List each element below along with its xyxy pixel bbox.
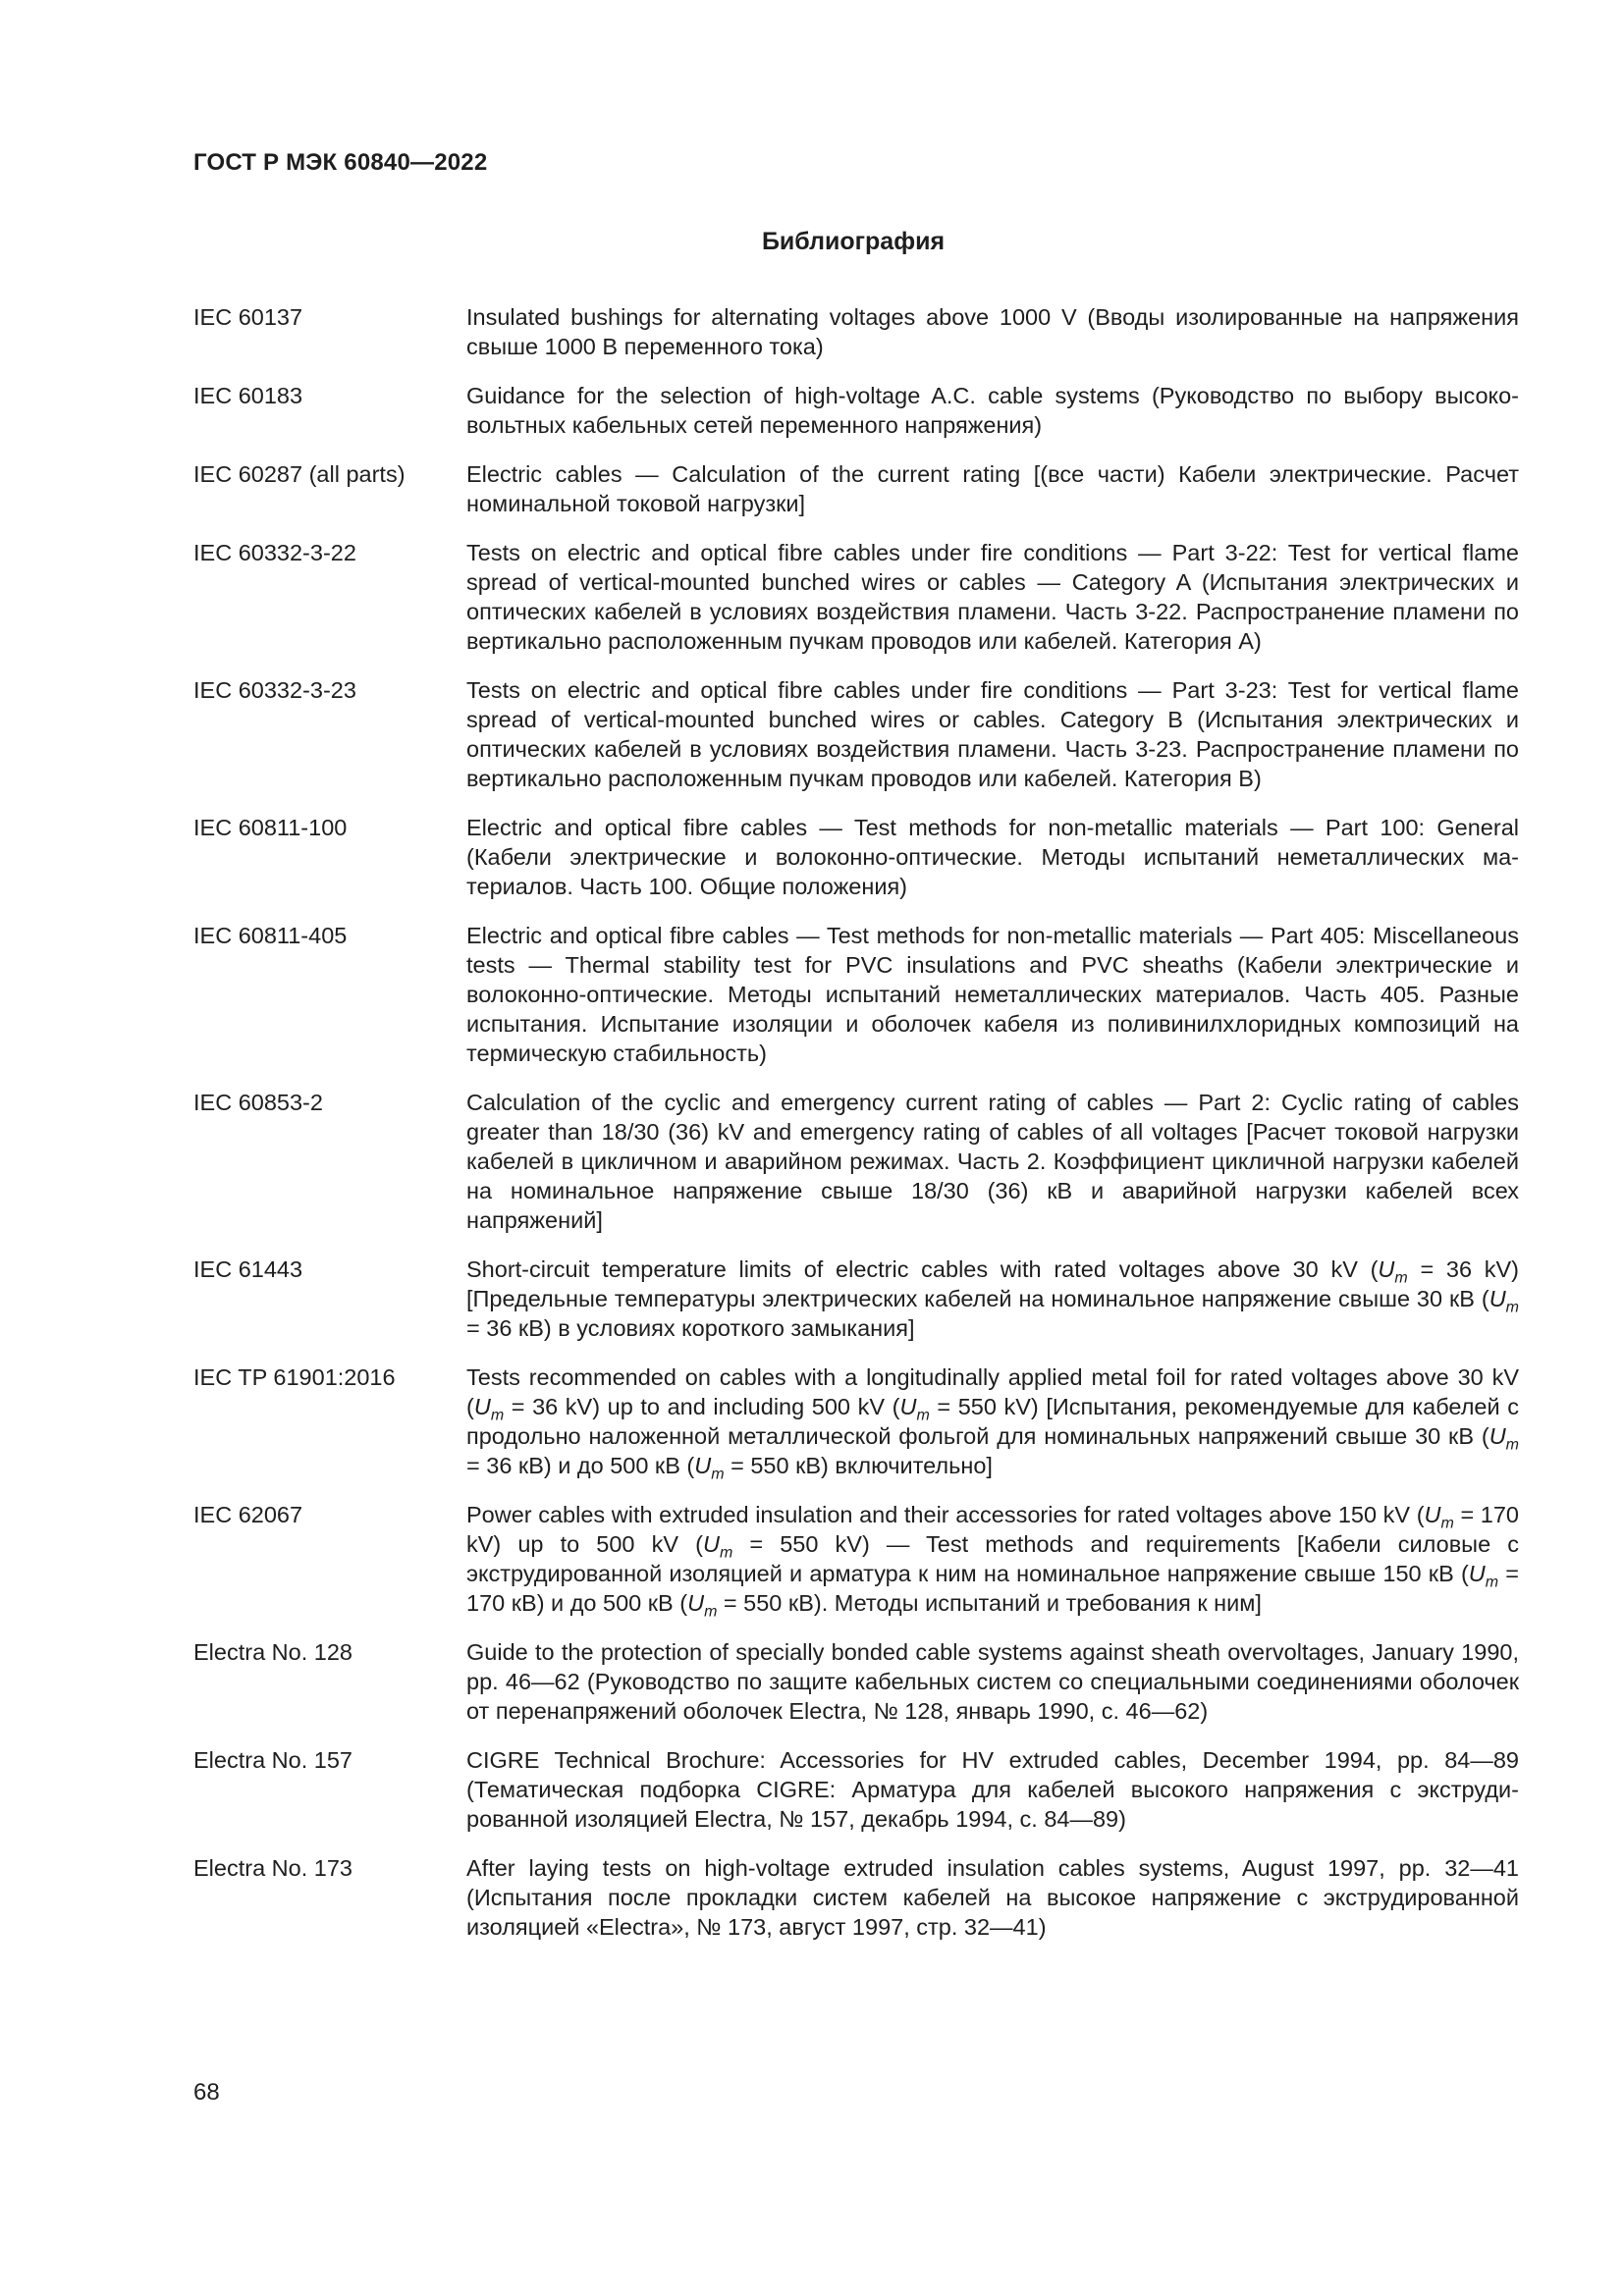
bibliography-entry bbox=[193, 302, 1519, 361]
reference-id: IEC 60183 bbox=[193, 383, 303, 408]
reference-description: Electric and optical fibre cables — Test methods for non-metallic materials — Part 100: General (Кабели электрические и волоконно-оптические. Методы испытаний неметаллических материалов. Часть 100. Общие положения) bbox=[466, 815, 1519, 899]
reference-id: IEC 60332-3-22 bbox=[193, 540, 356, 565]
bibliography-entry bbox=[193, 1088, 1519, 1235]
reference-id: IEC 60137 bbox=[193, 304, 303, 330]
reference-description: Tests on electric and optical fibre cables under fire conditions — Part 3-23: Test for vertical flame spread of vertical-mounted bunched wires or cables. Category B (Испытания электрических и оптических кабелей в условиях воздействия пламени. Часть 3-23. Распространение пламени по вертикально расположенным пучкам проводов или кабелей. Категория В) bbox=[466, 677, 1519, 791]
reference-id: IEC 60332-3-23 bbox=[193, 677, 356, 703]
reference-description: After laying tests on high-voltage extruded insulation cables systems, August 1997, pp. 32—41 (Испытания после прокладки систем кабелей на высокое напряжение с экструдированной изоляцией «Electra», № 173, август 1997, стр. 32—41) bbox=[466, 1855, 1519, 1940]
reference-id: Electra No. 128 bbox=[193, 1639, 352, 1665]
bibliography-entry bbox=[193, 813, 1519, 901]
bibliography-entry bbox=[193, 1853, 1519, 1942]
reference-id: Electra No. 157 bbox=[193, 1747, 352, 1773]
reference-description: Tests on electric and optical fibre cables under fire conditions — Part 3-22: Test for vertical flame spread of vertical-mounted bunched wires or cables — Category A (Испытания электрических и оптических кабелей в условиях воздействия пламени. Часть 3-22. Распространение пламени по вертикально расположенным пучкам проводов или кабелей. Категория А) bbox=[466, 540, 1519, 654]
bibliography-entry bbox=[193, 538, 1519, 656]
reference-description: Guide to the protection of specially bonded cable systems against sheath overvoltages, January 1990, pp. 46—62 (Руководство по защите кабельных систем со специальными соединениями оболочек от перенапряжений оболочек Electra, № 128, январь 1990, с. 46—62) bbox=[466, 1639, 1519, 1724]
page-number: 68 bbox=[193, 2079, 220, 2106]
reference-id: IEC 60287 (all parts) bbox=[193, 461, 406, 487]
bibliography-entry bbox=[193, 1255, 1519, 1343]
reference-description: Electric cables — Calculation of the current rating [(все части) Кабели электрические. Расчет номинальной токовой нагрузки] bbox=[466, 461, 1519, 516]
reference-id: IEC 62067 bbox=[193, 1502, 303, 1527]
reference-description: CIGRE Technical Brochure: Accessories for HV extruded cables, December 1994, pp. 84—89 (Тематическая подборка CIGRE: Арматура для кабелей высокого напряжения с экструдированной изоляцией Electra, № 157, декабрь 1994, с. 84—89) bbox=[466, 1747, 1519, 1832]
bibliography-entry bbox=[193, 1500, 1520, 1621]
reference-id: IEC 60811-100 bbox=[193, 815, 348, 840]
section-title: Библиография bbox=[761, 228, 946, 255]
reference-id: IEC TP 61901:2016 bbox=[193, 1364, 396, 1390]
reference-description: Guidance for the selection of high-voltage A.C. cable systems (Руководство по выбору высоковольтных кабельных сетей переменного напряжения) bbox=[466, 383, 1519, 438]
bibliography-list bbox=[193, 302, 1519, 1961]
reference-description: Calculation of the cyclic and emergency current rating of cables — Part 2: Cyclic rating of cables greater than 18/30 (36) kV and emergency rating of cables of all voltages [Расчет токовой нагрузки кабелей в цикличном и аварийном режимах. Часть 2. Коэффициент цикличной нагрузки кабелей на номинальное напряжение свыше 18/30 (36) кВ и аварийной нагрузки кабелей всех напряжений] bbox=[466, 1090, 1519, 1233]
bibliography-entry bbox=[193, 1362, 1519, 1483]
reference-description: Power cables with extruded insulation and their accessories for rated voltages above 150 kV ($U_m = 170$ kV) up to 500 kV ($U_m = 550$ kV) — Test methods and requirements [Кабели силовые с экструдированной изоляцией и арматура к ним на номинальное напряжение свыше 150 кВ ($U_m = 170$ кВ) и до 500 кВ ($U_m = 550$ кВ). Методы испытаний и требования к ним] bbox=[466, 1502, 1520, 1621]
reference-description: Short-circuit temperature limits of electric cables with rated voltages above 30 kV ($U_m = 36$ kV) [Предельные температуры электрических кабелей на номинальное напряжение свыше 30 кВ ($U_m = 36$ кВ) в условиях короткого замыкания] bbox=[466, 1256, 1519, 1341]
document-header: ГОСТ Р МЭК 60840—2022 bbox=[193, 149, 488, 176]
reference-id: IEC 61443 bbox=[193, 1256, 303, 1282]
bibliography-entry bbox=[193, 1745, 1519, 1834]
bibliography-entry bbox=[193, 1637, 1519, 1726]
reference-id: IEC 60811-405 bbox=[193, 923, 348, 948]
reference-description: Electric and optical fibre cables — Test methods for non-metallic materials — Part 405: Miscellaneous tests — Thermal stability test for PVC insulations and PVC sheaths (Кабели электрические и волоконно-оптические. Методы испытаний неметаллических материалов. Часть 405. Разные испытания. Испытание изоляции и оболочек кабеля из поливинилхлоридных композиций на термическую стабильность) bbox=[466, 923, 1519, 1066]
bibliography-entry bbox=[193, 675, 1519, 793]
reference-description: Insulated bushings for alternating voltages above 1000 V (Вводы изолированные на напряжения свыше 1000 В переменного тока) bbox=[466, 304, 1519, 359]
reference-description: Tests recommended on cables with a longitudinally applied metal foil for rated voltages above 30 kV ($U_m = 36$ kV) up to and including 500 kV ($U_m = 550$ kV) [Испытания, рекомендуемые для кабелей с продольно наложенной металлической фольгой для номинальных напряжений свыше 30 кВ ($U_m = 36$ кВ) и до 500 кВ ($U_m = 550$ кВ) включительно] bbox=[466, 1364, 1519, 1483]
bibliography-entry bbox=[193, 921, 1519, 1068]
bibliography-entry bbox=[193, 459, 1519, 518]
reference-id: Electra No. 173 bbox=[193, 1855, 352, 1881]
bibliography-entry bbox=[193, 381, 1519, 440]
reference-id: IEC 60853-2 bbox=[193, 1090, 323, 1115]
